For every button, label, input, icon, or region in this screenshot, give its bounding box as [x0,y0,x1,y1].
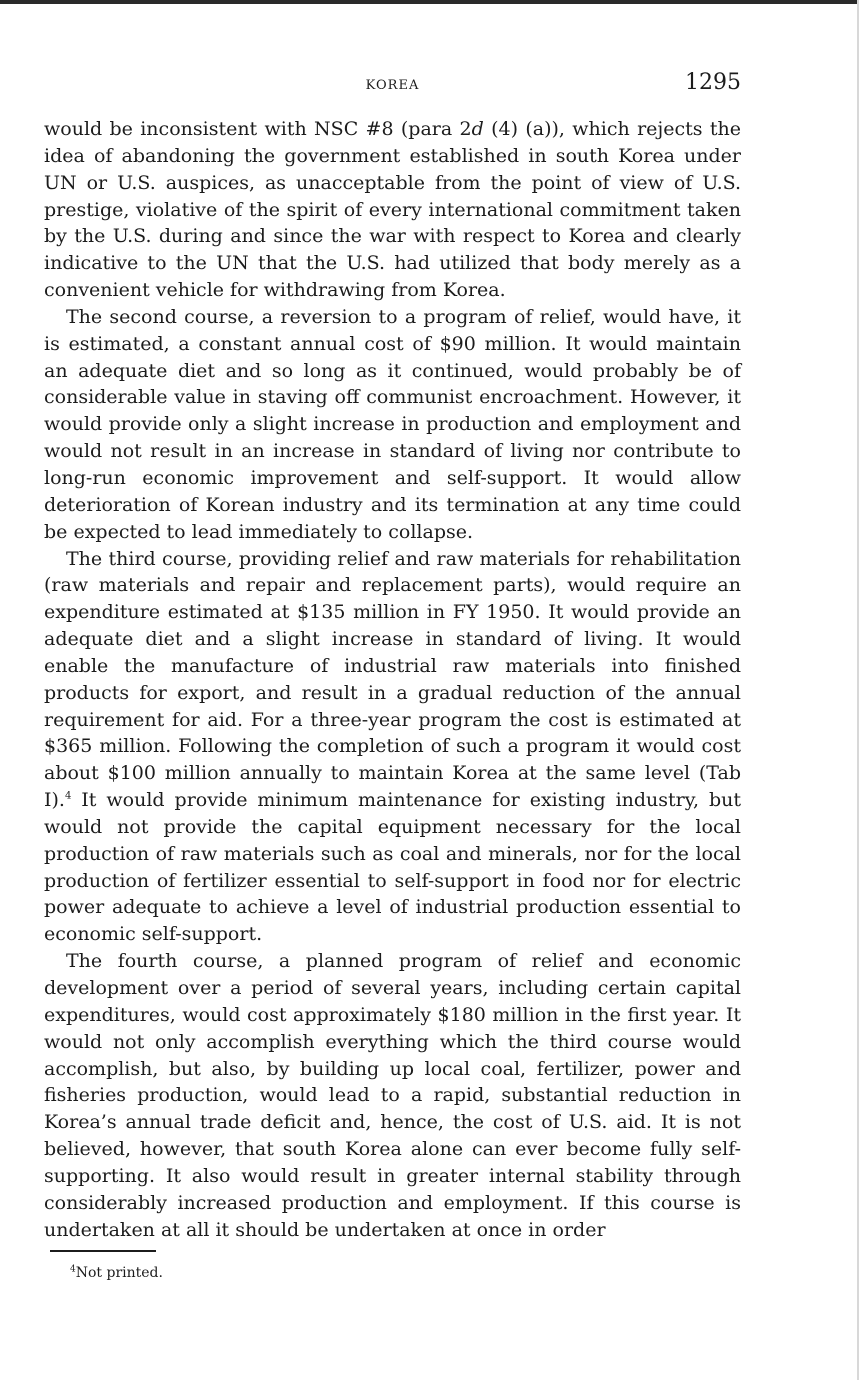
paragraph-fourth-course: The fourth course, a planned program of relief and economic development over a period of several years, including certain capital expenditures, would cost approximately $180 million in the first year. It would not only accomplish everything which the third course would accomplish, but also, by building up local coal, fertilizer, power and fisheries production, would lead to a rapid, substantial reduction in Korea’s annual trade deficit and, hence, the cost of U.S. aid. It is not believed, however, that south Korea alone can ever become fully self-supporting. It also would result in greater internal stability through considerably increased production and employment. If this course is undertaken at all it should be undertaken at once in order [44,950,741,1241]
paragraph-text: (4) (a)), which rejects the idea of abandoning the government established in south Korea under UN or U.S. auspices, as unacceptable from the point of view of U.S. prestige, violative of the spirit of every international commitment taken by the U.S. during and since the war with respect to Korea and clearly indicative to the UN that the U.S. had utilized that body merely as a convenient vehicle for withdrawing from Korea. [44,118,741,302]
top-border-line [0,0,859,4]
italic-letter: d [471,118,484,140]
paragraph-text: The third course, providing relief and raw materials for rehabilitation (raw materials and repair and replacement parts), would require an expenditure estimated at $135 million in FY 1950. It would provide an adequate diet and a slight increase in standard of living. It would enable the manufacture of industrial raw materials into finished products for export, and result in a gradual reduction of the annual requirement for aid. For a three-year program the cost is estimated at $365 million. Following the completion of such a program it would cost about $100 million annually to maintain Korea at the same level (Tab I). [44,547,741,812]
footnote-marker: 4 [70,1264,76,1275]
footnote [70,1265,163,1281]
paragraph-second-course: The second course, a reversion to a program of relief, would have, it is estimated, a constant annual cost of $90 million. It would maintain an adequate diet and so long as it continued, would probably be of considerable value in staving off communist encroachment. However, it would provide only a slight increase in production and employment and would not result in an increase in standard of living nor contribute to long-run economic improvement and self-support. It would allow deterioration of Korean industry and its termination at any time could be expected to lead immediately to collapse. [44,305,741,543]
page-number: 1295 [685,70,741,95]
paragraph-text: It would provide minimum maintenance for existing industry, but would not provide the capital equipment necessary for the local production of raw materials such as coal and minerals, nor for the local production of fertilizer essential to self-support in food nor for electric power adequate to achieve a level of industrial production essential to economic self-support. [44,789,741,946]
footnote-text: Not printed. [75,1265,163,1281]
paragraph-third-course [44,546,741,949]
body-text [44,116,741,1243]
running-head [44,70,741,100]
paragraph-text: would be inconsistent with NSC #8 (para 2 [44,118,472,140]
paragraph-continuation [44,116,741,304]
footnote-reference[interactable]: 4 [64,790,72,802]
footnote-divider [50,1250,156,1252]
running-title: KOREA [365,78,420,93]
